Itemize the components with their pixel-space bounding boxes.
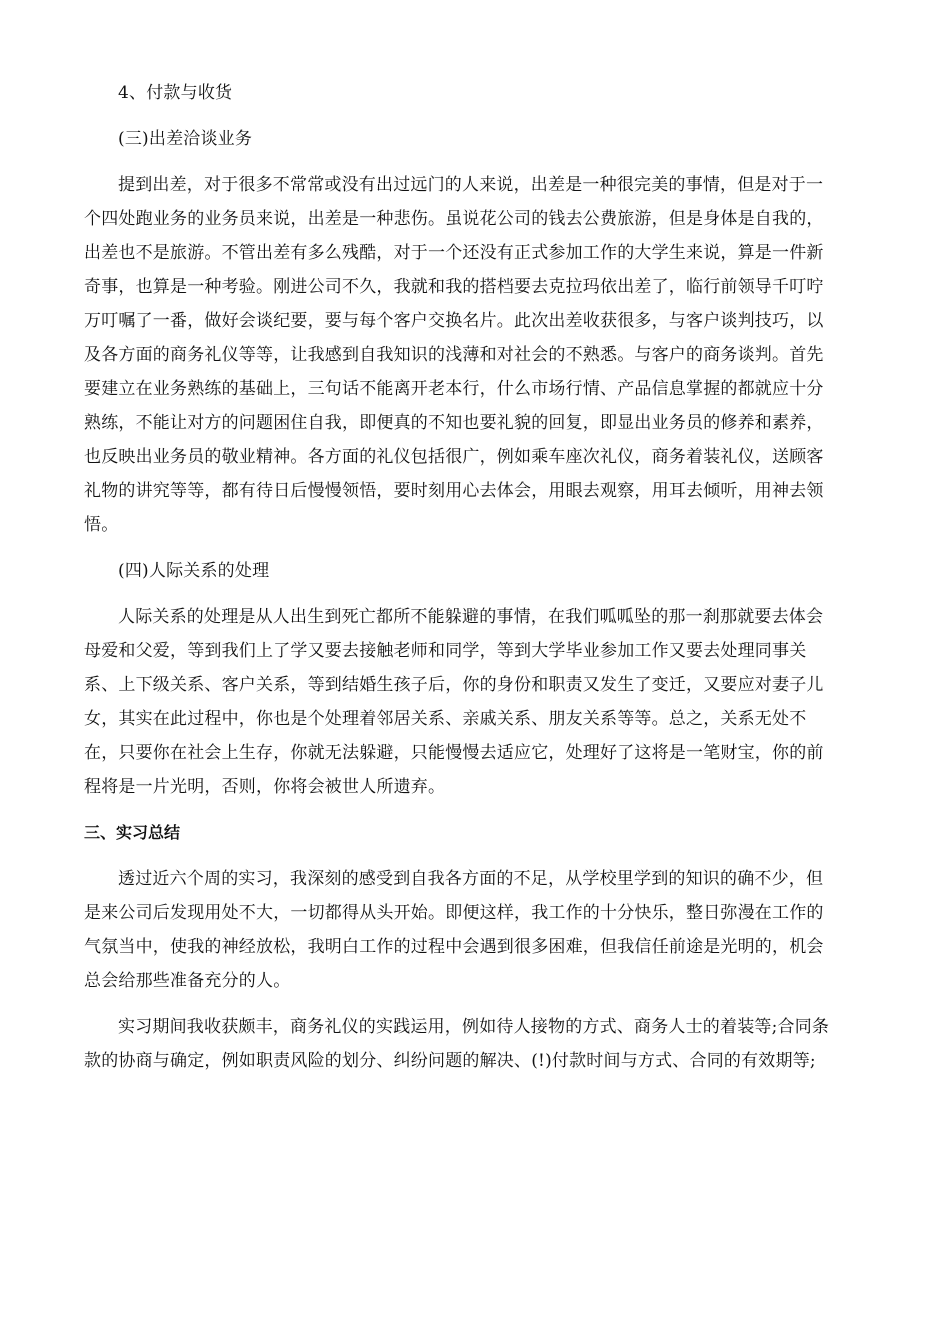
paragraph-line: 气氛当中，使我的神经放松，我明白工作的过程中会遇到很多困难，但我信任前途是光明的，机会 [84,937,824,957]
paragraph-line: 系、上下级关系、客户关系，等到结婚生孩子后，你的身份和职责又发生了变迁，又要应对妻子儿 [84,675,824,695]
paragraph-line: 总会给那些准备充分的人。 [84,971,291,991]
paragraph-line: 是来公司后发现用处不大，一切都得从头开始。即便这样，我工作的十分快乐，整日弥漫在工作的 [84,903,824,923]
paragraph-line: 在，只要你在社会上生存，你就无法躲避，只能慢慢去适应它，处理好了这将是一笔财宝，你的前 [84,743,824,763]
paragraph-line: 程将是一片光明，否则，你将会被世人所遗弃。 [84,777,446,797]
paragraph-line: 也反映出业务员的敬业精神。各方面的礼仪包括很广，例如乘车座次礼仪，商务着装礼仪，送顾客 [84,447,824,467]
heading-payment: 4、付款与收货 [118,83,233,103]
paragraph-line: 礼物的讲究等等，都有待日后慢慢领悟，要时刻用心去体会，用眼去观察，用耳去倾听，用神去领 [84,481,824,501]
paragraph-line: 出差也不是旅游。不管出差有多么残酷，对于一个还没有正式参加工作的大学生来说，算是一件新 [84,243,824,263]
paragraph-line: 及各方面的商务礼仪等等，让我感到自我知识的浅薄和对社会的不熟悉。与客户的商务谈判。首先 [84,345,824,365]
paragraph-line: 个四处跑业务的业务员来说，出差是一种悲伤。虽说花公司的钱去公费旅游，但是身体是自我的， [84,209,824,229]
paragraph-line: 要建立在业务熟练的基础上，三句话不能离开老本行，什么市场行情、产品信息掌握的都就应十分 [84,379,824,399]
paragraph-business-trip [84,168,860,542]
paragraph-line: 实习期间我收获颇丰，商务礼仪的实践运用，例如待人接物的方式、商务人士的着装等;合同条 [118,1017,830,1037]
heading-business-trip: (三)出差洽谈业务 [118,129,253,149]
paragraph-summary-2 [84,1010,860,1078]
paragraph-summary-1 [84,862,860,998]
paragraph-line: 透过近六个周的实习，我深刻的感受到自我各方面的不足，从学校里学到的知识的确不少，但 [118,869,824,889]
paragraph-line: 提到出差，对于很多不常常或没有出过远门的人来说，出差是一种很完美的事情，但是对于一 [118,175,824,195]
paragraph-line: 奇事，也算是一种考验。刚进公司不久，我就和我的搭档要去克拉玛依出差了，临行前领导千叮咛 [84,277,824,297]
paragraph-line: 人际关系的处理是从人出生到死亡都所不能躲避的事情，在我们呱呱坠的那一刹那就要去体会 [118,607,824,627]
paragraph-line: 悟。 [84,515,119,535]
paragraph-line: 母爱和父爱，等到我们上了学又要去接触老师和同学，等到大学毕业参加工作又要去处理同事关 [84,641,807,661]
paragraph-relations [84,600,860,804]
document-page [84,76,860,1090]
paragraph-line: 万叮嘱了一番，做好会谈纪要，要与每个客户交换名片。此次出差收获很多，与客户谈判技巧，以 [84,311,824,331]
paragraph-line: 女，其实在此过程中，你也是个处理着邻居关系、亲戚关系、朋友关系等等。总之，关系无处不 [84,709,807,729]
heading-relations: (四)人际关系的处理 [118,561,270,581]
paragraph-line: 款的协商与确定，例如职责风险的划分、纠纷问题的解决、(!)付款时间与方式、合同的有效期等; [84,1051,816,1071]
section-title-summary: 三、实习总结 [84,823,181,842]
paragraph-line: 熟练，不能让对方的问题困住自我，即便真的不知也要礼貌的回复，即显出业务员的修养和素养， [84,413,824,433]
